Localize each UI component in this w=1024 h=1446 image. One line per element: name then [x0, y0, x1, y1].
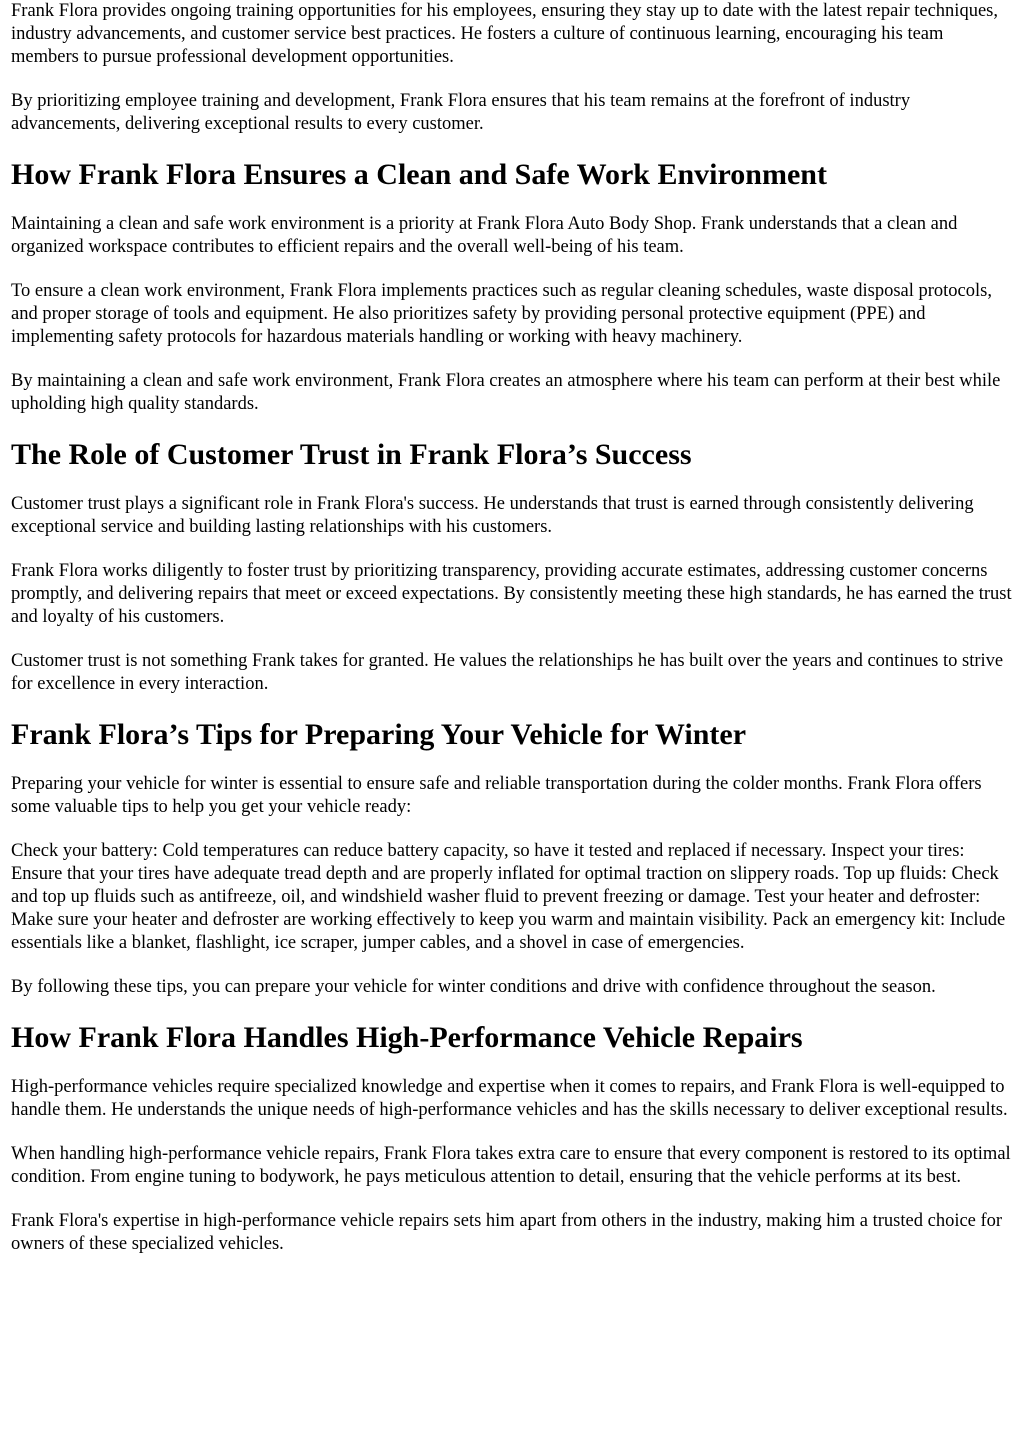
section-heading: How Frank Flora Handles High-Performance Vehicle Repairs	[11, 1021, 803, 1054]
winter-tips-section	[11, 717, 1014, 999]
paragraph: By prioritizing employee training and development, Frank Flora ensures that his team remains at the forefront of industry advancements, delivering exceptional results to every customer.	[11, 91, 911, 134]
paragraph: Frank Flora works diligently to foster trust by prioritizing transparency, providing accurate estimates, addressing customer concerns promptly, and delivering repairs that meet or exceed expectations. By consistently meeting these high standards, he has earned the trust and loyalty of his customers.	[11, 561, 1012, 627]
paragraph: Customer trust is not something Frank takes for granted. He values the relationships he has built over the years and continues to strive for excellence in every interaction.	[11, 651, 1004, 694]
paragraph: Frank Flora's expertise in high-performance vehicle repairs sets him apart from others in the industry, making him a trusted choice for owners of these specialized vehicles.	[11, 1211, 1003, 1254]
paragraph: Preparing your vehicle for winter is essential to ensure safe and reliable transportation during the colder months. Frank Flora offers some valuable tips to help you get your vehicle ready:	[11, 774, 982, 817]
section-heading: How Frank Flora Ensures a Clean and Safe Work Environment	[11, 158, 827, 191]
paragraph: Maintaining a clean and safe work environment is a priority at Frank Flora Auto Body Shop. Frank understands that a clean and organized workspace contributes to efficient repairs and the overall well-being of his team.	[11, 214, 958, 257]
paragraph: High-performance vehicles require specialized knowledge and expertise when it comes to repairs, and Frank Flora is well-equipped to handle them. He understands the unique needs of high-performance vehicles and has the skills necessary to deliver exceptional results.	[11, 1077, 1008, 1120]
clean-safe-section	[11, 157, 1014, 416]
high-performance-section	[11, 1020, 1014, 1256]
paragraph: Frank Flora provides ongoing training opportunities for his employees, ensuring they stay up to date with the latest repair techniques, industry advancements, and customer service best practices. He fosters a culture of continuous learning, encouraging his team members to pursue professional development opportunities.	[11, 1, 998, 67]
paragraph: By following these tips, you can prepare your vehicle for winter conditions and drive with confidence throughout the season.	[11, 977, 936, 997]
paragraph: When handling high-performance vehicle repairs, Frank Flora takes extra care to ensure that every component is restored to its optimal condition. From engine tuning to bodywork, he pays meticulous attention to detail, ensuring that the vehicle performs at its best.	[11, 1144, 1011, 1187]
customer-trust-section	[11, 437, 1014, 696]
paragraph: To ensure a clean work environment, Frank Flora implements practices such as regular cleaning schedules, waste disposal protocols, and proper storage of tools and equipment. He also prioritizes safety by providing personal protective equipment (PPE) and implementing safety protocols for hazardous materials handling or working with heavy machinery.	[11, 281, 992, 347]
section-heading: Frank Flora’s Tips for Preparing Your Vehicle for Winter	[11, 718, 747, 751]
paragraph: Check your battery: Cold temperatures can reduce battery capacity, so have it tested and replaced if necessary. Inspect your tires: Ensure that your tires have adequate tread depth and are properly inflated for optimal traction on slippery roads. Top up fluids: Check and top up fluids such as antifreeze, oil, and windshield washer fluid to prevent freezing or damage. Test your heater and defroster: Make sure your heater and defroster are working effectively to keep you warm and maintain visibility. Pack an emergency kit: Include essentials like a blanket, flashlight, ice scraper, jumper cables, and a shovel in case of emergencies.	[11, 841, 1006, 953]
section-heading: The Role of Customer Trust in Frank Flora’s Success	[11, 438, 692, 471]
intro-section	[11, 0, 1014, 136]
paragraph: By maintaining a clean and safe work environment, Frank Flora creates an atmosphere where his team can perform at their best while upholding high quality standards.	[11, 371, 1001, 414]
paragraph: Customer trust plays a significant role in Frank Flora's success. He understands that trust is earned through consistently delivering exceptional service and building lasting relationships with his customers.	[11, 494, 974, 537]
